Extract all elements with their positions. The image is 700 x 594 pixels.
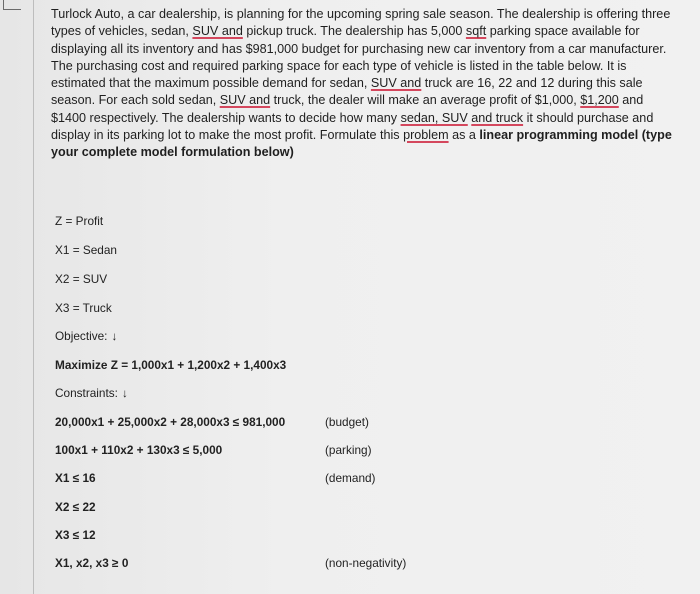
spellcheck-underlined-word: SUV and — [219, 93, 271, 108]
x3-demand-constraint: X3 ≤ 12 — [55, 528, 96, 542]
budget-tag: (budget) — [325, 415, 369, 429]
question-segment: pickup truck. The dealership has 5,000 — [242, 24, 466, 39]
parking-constraint: 100x1 + 110x2 + 130x3 ≤ 5,000 — [55, 443, 223, 457]
down-arrow-icon: ↓ — [121, 386, 128, 400]
nonnegativity-tag: (non-negativity) — [325, 556, 407, 570]
x1-demand-constraint: X1 ≤ 16 — [55, 471, 96, 485]
nonnegativity-constraint: X1, x2, x3 ≥ 0 — [55, 556, 129, 570]
question-segment: and $1400 respectively. The dealership wants to decide how many — [51, 93, 644, 125]
objective-label: Objective: — [55, 329, 108, 343]
question-segment: as a — [448, 128, 480, 143]
spellcheck-underlined-word: sedan, SUV — [400, 110, 468, 125]
spellcheck-underlined-word: SUV and — [370, 76, 422, 91]
spellcheck-underlined-word: problem — [403, 128, 449, 143]
x3-definition: X3 = Truck — [55, 301, 112, 315]
x2-definition: X2 = SUV — [55, 272, 108, 286]
question-segment: truck are 16, 22 and 12 during this sale season. For each sold sedan, — [51, 76, 643, 108]
question-instruction-bold: linear programming model (type your complete model formulation below) — [51, 128, 672, 160]
question-segment: truck, the dealer will make an average profit of $1,000, — [270, 93, 581, 108]
z-definition: Z = Profit — [55, 214, 104, 228]
spellcheck-underlined-word: SUV and — [192, 24, 243, 39]
down-arrow-icon: ↓ — [111, 329, 118, 343]
constraints-heading — [55, 386, 128, 400]
question-segment: Turlock Auto, a car dealership, is planning for the upcoming spring sale season. The dealership is offering three types of vehicles, sedan, — [51, 7, 671, 39]
spellcheck-underlined-word: sqft — [465, 24, 487, 39]
left-margin-rule — [33, 0, 34, 594]
question-segment: parking space available for displaying all its inventory and has $981,000 budget for purchasing new car inventory from a car manufacturer. The purchasing cost and required parking space for each type of vehicle is listed in the table below. It is estimated that the maximum possible demand for sedan, — [51, 24, 667, 91]
constraints-label: Constraints: — [55, 386, 118, 400]
spellcheck-underlined-word: $1,200 — [580, 93, 619, 108]
objective-function: Maximize Z = 1,000x1 + 1,200x2 + 1,400x3 — [55, 358, 287, 372]
parking-tag: (parking) — [325, 443, 372, 457]
x2-demand-constraint: X2 ≤ 22 — [55, 500, 96, 514]
demand-tag: (demand) — [325, 471, 376, 485]
corner-mark — [3, 0, 21, 10]
question-segment: it should purchase and display in its parking lot to make the most profit. Formulate this — [51, 110, 654, 143]
question-text — [51, 6, 676, 162]
spellcheck-underlined-word: and truck — [471, 110, 524, 125]
x1-definition: X1 = Sedan — [55, 243, 117, 257]
objective-heading — [55, 329, 117, 343]
budget-constraint: 20,000x1 + 25,000x2 + 28,000x3 ≤ 981,000 — [55, 415, 286, 429]
